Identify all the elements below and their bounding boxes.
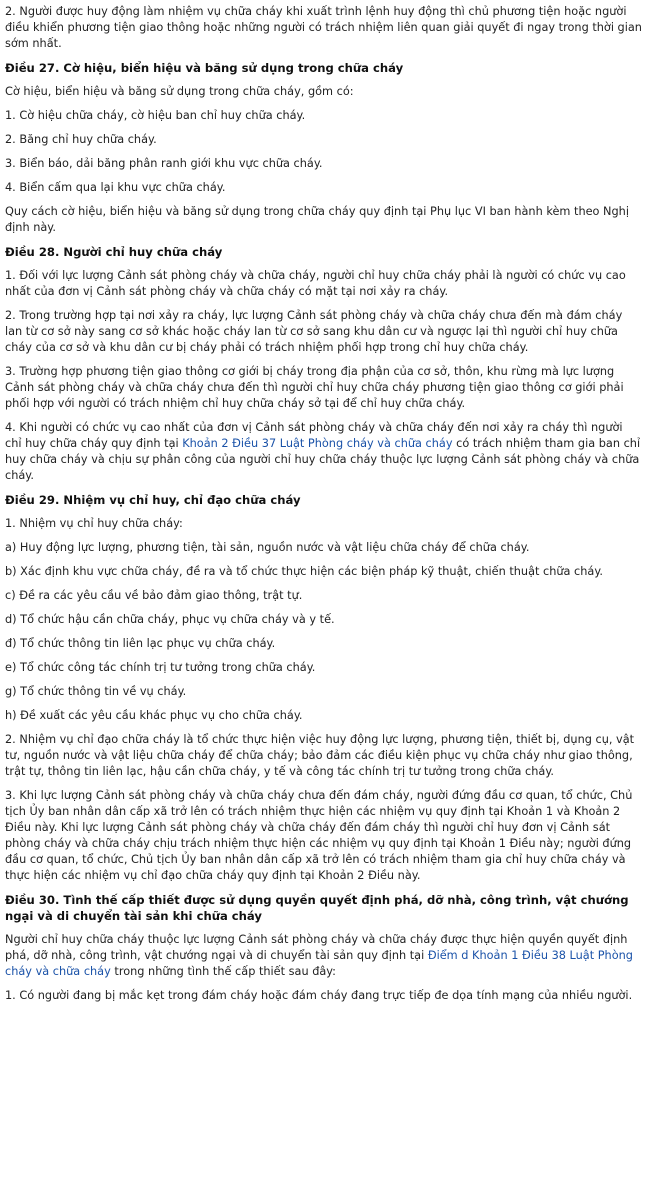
- art29-item: g) Tổ chức thông tin về vụ cháy.: [5, 685, 187, 698]
- art27-item: 2. Băng chỉ huy chữa cháy.: [5, 133, 157, 146]
- art30-intro-text-end: trong những tình thế cấp thiết sau đây:: [110, 965, 336, 978]
- art29-item: h) Đề xuất các yêu cầu khác phục vụ cho chữa cháy.: [5, 709, 303, 722]
- art30-intro: [5, 932, 642, 980]
- art29-item: đ) Tổ chức thông tin liên lạc phục vụ chữa cháy.: [5, 637, 276, 650]
- art29-item: a) Huy động lực lượng, phương tiện, tài sản, nguồn nước và vật liệu chữa cháy để chữa cháy.: [5, 541, 530, 554]
- art30-intro-text-start: Người chỉ huy chữa cháy thuộc lực lượng Cảnh sát phòng cháy và chữa cháy được thực hiện quyền quyết định phá, dỡ nhà, công trình, vật chướng ngại và di chuyển tài sản quy định tại: [5, 933, 628, 962]
- art29-item: c) Đề ra các yêu cầu về bảo đảm giao thông, trật tự.: [5, 589, 303, 602]
- art26-clause-2: 2. Người được huy động làm nhiệm vụ chữa cháy khi xuất trình lệnh huy động thì chủ phương tiện hoặc người điều khiển phương tiện giao thông hoặc những người có trách nhiệm liên quan giải quyết đi ngay trong thời gian sớm nhất.: [5, 5, 642, 50]
- art29-heading: Điều 29. Nhiệm vụ chỉ huy, chỉ đạo chữa cháy: [5, 493, 301, 507]
- art30-heading: Điều 30. Tình thế cấp thiết được sử dụng quyền quyết định phá, dỡ nhà, công trình, vật chướng ngại và di chuyển tài sản khi chữa cháy: [5, 893, 629, 923]
- art27-item: 3. Biển báo, dải băng phân ranh giới khu vực chữa cháy.: [5, 157, 323, 170]
- art29-item: d) Tổ chức hậu cần chữa cháy, phục vụ chữa cháy và y tế.: [5, 613, 335, 626]
- art28-clause-2: 2. Trong trường hợp tại nơi xảy ra cháy, lực lượng Cảnh sát phòng cháy và chữa cháy chưa đến mà đám cháy lan từ cơ sở này sang cơ sở khác hoặc cháy lan từ cơ sở sang khu dân cư và ngược lại thì người chỉ huy chữa cháy của cơ sở và khu dân cư bị cháy phải có trách nhiệm phối hợp trong chỉ huy chữa cháy.: [5, 309, 623, 354]
- art28-clause-1: 1. Đối với lực lượng Cảnh sát phòng cháy và chữa cháy, người chỉ huy chữa cháy phải là người có chức vụ cao nhất của đơn vị Cảnh sát phòng cháy và chữa cháy có mặt tại nơi xảy ra cháy.: [5, 269, 626, 298]
- art28-clause-3: 3. Trường hợp phương tiện giao thông cơ giới bị cháy trong địa phận của cơ sở, thôn, khu rừng mà lực lượng Cảnh sát phòng cháy và chữa cháy chưa đến thì người chỉ huy chữa cháy phương tiện giao thông cơ giới phải phối hợp với người có trách nhiệm chỉ huy chữa cháy sở tại để chỉ huy chữa cháy.: [5, 365, 624, 410]
- law-reference-link-art37[interactable]: Khoản 2 Điều 37 Luật Phòng cháy và chữa cháy: [182, 437, 453, 450]
- art27-intro: Cờ hiệu, biển hiệu và băng sử dụng trong chữa cháy, gồm có:: [5, 85, 354, 98]
- art29-clause-1: 1. Nhiệm vụ chỉ huy chữa cháy:: [5, 517, 183, 530]
- art27-heading: Điều 27. Cờ hiệu, biển hiệu và băng sử dụng trong chữa cháy: [5, 61, 404, 75]
- art30-clause-1: 1. Có người đang bị mắc kẹt trong đám cháy hoặc đám cháy đang trực tiếp đe dọa tính mạng của nhiều người.: [5, 989, 633, 1002]
- art29-clause-3: 3. Khi lực lượng Cảnh sát phòng cháy và chữa cháy chưa đến đám cháy, người đứng đầu cơ quan, tổ chức, Chủ tịch Ủy ban nhân dân cấp xã trở lên có trách nhiệm thực hiện các nhiệm vụ quy định tại Khoản 1 và Khoản 2 Điều này. Khi lực lượng Cảnh sát phòng cháy và chữa cháy đến đám cháy thì người chỉ huy đơn vị Cảnh sát phòng cháy và chữa cháy chịu trách nhiệm thực hiện các nhiệm vụ quy định tại Khoản 1 Điều này; người đứng đầu cơ quan, tổ chức, Chủ tịch Ủy ban nhân dân cấp xã trở lên có trách nhiệm tham gia chỉ huy chữa cháy và thực hiện các nhiệm vụ chỉ đạo chữa cháy quy định tại Khoản 2 Điều này.: [5, 789, 633, 882]
- art29-clause-2: 2. Nhiệm vụ chỉ đạo chữa cháy là tổ chức thực hiện việc huy động lực lượng, phương tiện, thiết bị, dụng cụ, vật tư, nguồn nước và vật liệu chữa cháy để chữa cháy; bảo đảm các điều kiện phục vụ chữa cháy như giao thông, trật tự, thông tin liên lạc, hậu cần chữa cháy, y tế và công tác chính trị tư tưởng trong chữa cháy.: [5, 733, 635, 778]
- art29-item: b) Xác định khu vực chữa cháy, đề ra và tổ chức thực hiện các biện pháp kỹ thuật, chiến thuật chữa cháy.: [5, 565, 604, 578]
- art28-clause-4: [5, 420, 642, 484]
- art27-item: 4. Biển cấm qua lại khu vực chữa cháy.: [5, 181, 226, 194]
- art28-heading: Điều 28. Người chỉ huy chữa cháy: [5, 245, 223, 259]
- art28-clause-4-text-end: có trách nhiệm tham gia ban chỉ huy chữa cháy và chịu sự phân công của người chỉ huy chữa cháy thuộc lực lượng Cảnh sát phòng cháy và chữa cháy.: [5, 437, 641, 482]
- art29-item: e) Tổ chức công tác chính trị tư tưởng trong chữa cháy.: [5, 661, 316, 674]
- art27-note: Quy cách cờ hiệu, biển hiệu và băng sử dụng trong chữa cháy quy định tại Phụ lục VI ban hành kèm theo Nghị định này.: [5, 205, 629, 234]
- art28-clause-4-text-start: 4. Khi người có chức vụ cao nhất của đơn vị Cảnh sát phòng cháy và chữa cháy đến nơi xảy ra cháy thì người chỉ huy chữa cháy quy định tại: [5, 421, 623, 450]
- law-reference-link-art38[interactable]: Điểm d Khoản 1 Điều 38 Luật Phòng cháy và chữa cháy: [5, 949, 633, 978]
- art27-item: 1. Cờ hiệu chữa cháy, cờ hiệu ban chỉ huy chữa cháy.: [5, 109, 306, 122]
